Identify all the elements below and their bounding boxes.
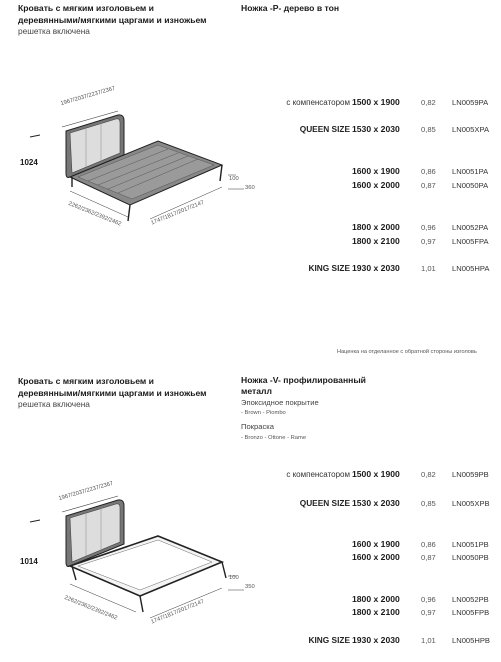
section1-leg-dimension: 100 [229, 176, 239, 182]
row-label: с компенсатором [286, 470, 350, 479]
row-volume: 1,01 [421, 636, 436, 645]
row-size: 1500 x 1900 [352, 97, 400, 107]
row-label: QUEEN SIZE [299, 124, 350, 134]
row-volume: 0,87 [421, 181, 436, 190]
section1-width-dimension: 1747/1817/2017/2147 [150, 199, 205, 227]
section2-side-dimension: 350 [245, 584, 255, 590]
section1-bed-drawing [0, 95, 270, 230]
row-volume: 0,86 [421, 167, 436, 176]
row-code: LN0059PA [452, 98, 489, 107]
section1-title-line1: Кровать с мягким изголовьем и [18, 3, 154, 13]
row-code: LN005XPA [452, 125, 490, 134]
epoxy-finish-title: Эпоксидное покрытие [241, 398, 319, 407]
row-volume: 0,97 [421, 608, 436, 617]
row-code: LN0051PA [452, 167, 489, 176]
section2-height-dimension: 1014 [20, 557, 38, 566]
row-volume: 0,85 [421, 499, 436, 508]
section1-headboard-dimension: 1967/2037/2237/2367 [60, 85, 116, 108]
section2-row [0, 607, 501, 619]
section1-row [0, 180, 501, 192]
section1-row [0, 236, 501, 248]
section2-leg-title-line1: Ножка -V- профилированный [241, 375, 366, 385]
section1-row [0, 97, 501, 109]
section2-title-line2: деревянными/мягкими царгами и изножьем [18, 388, 207, 398]
section1-subtitle: решетка включена [18, 26, 90, 36]
row-volume: 0,96 [421, 595, 436, 604]
headboard-back-finish-note: Наценка на отделанное с обратной стороны изголовь [337, 349, 477, 355]
row-code: LN0050PA [452, 181, 489, 190]
section2-row [0, 635, 501, 647]
row-volume: 0,86 [421, 540, 436, 549]
section2-leg-dimension: 100 [229, 575, 239, 581]
row-label: с компенсатором [286, 98, 350, 107]
section2-leg-title-line2: металл [241, 386, 272, 396]
row-code: LN005HPB [452, 636, 490, 645]
row-volume: 0,82 [421, 470, 436, 479]
row-label: KING SIZE [308, 635, 350, 645]
row-code: LN005XPB [452, 499, 490, 508]
row-code: LN005HPA [452, 264, 490, 273]
row-code: LN0052PB [452, 595, 489, 604]
section1-side-dimension: 360 [245, 185, 255, 191]
row-volume: 0,87 [421, 553, 436, 562]
section1-row [0, 166, 501, 178]
section2-headboard-dimension: 1967/2037/2237/2367 [58, 480, 114, 503]
row-size: 1800 x 2000 [352, 594, 400, 604]
section1-length-dimension: 2262/2362/2392/2462 [67, 200, 122, 228]
section2-length-dimension: 2262/2362/2392/2462 [63, 594, 118, 622]
row-size: 1600 x 2000 [352, 552, 400, 562]
row-volume: 0,85 [421, 125, 436, 134]
row-size: 1800 x 2100 [352, 236, 400, 246]
section2-row [0, 498, 501, 510]
section1-row [0, 263, 501, 275]
row-size: 1500 x 1900 [352, 469, 400, 479]
section2-row [0, 539, 501, 551]
row-volume: 1,01 [421, 264, 436, 273]
row-size: 1530 x 2030 [352, 124, 400, 134]
row-label: KING SIZE [308, 263, 350, 273]
section1-row [0, 124, 501, 136]
section1-row [0, 222, 501, 234]
section2-row [0, 594, 501, 606]
row-size: 1800 x 2100 [352, 607, 400, 617]
row-size: 1930 x 2030 [352, 635, 400, 645]
row-code: LN0050PB [452, 553, 489, 562]
row-size: 1600 x 2000 [352, 180, 400, 190]
section2-row [0, 469, 501, 481]
row-code: LN0059PB [452, 470, 489, 479]
row-size: 1530 x 2030 [352, 498, 400, 508]
row-volume: 0,97 [421, 237, 436, 246]
row-label: QUEEN SIZE [299, 498, 350, 508]
section1-height-dimension: 1024 [20, 158, 38, 167]
section2-row [0, 552, 501, 564]
section1-leg-title: Ножка -P- дерево в тон [241, 3, 340, 13]
row-size: 1930 x 2030 [352, 263, 400, 273]
row-code: LN005FPB [452, 608, 490, 617]
row-size: 1800 x 2000 [352, 222, 400, 232]
section1-title-line2: деревянными/мягкими царгами и изножьем [18, 15, 207, 25]
paint-finish-title: Покраска [241, 422, 274, 431]
epoxy-finish-options: - Brown - Piombo [241, 410, 286, 416]
row-volume: 0,82 [421, 98, 436, 107]
section2-title-line1: Кровать с мягким изголовьем и [18, 376, 154, 386]
row-code: LN005FPA [452, 237, 489, 246]
section2-width-dimension: 1747/1817/2017/2147 [150, 598, 205, 626]
row-size: 1600 x 1900 [352, 539, 400, 549]
section2-subtitle: решетка включена [18, 399, 90, 409]
row-size: 1600 x 1900 [352, 166, 400, 176]
row-code: LN0052PA [452, 223, 489, 232]
row-volume: 0,96 [421, 223, 436, 232]
row-code: LN0051PB [452, 540, 489, 549]
paint-finish-options: - Bronzo - Ottone - Rame [241, 435, 307, 441]
